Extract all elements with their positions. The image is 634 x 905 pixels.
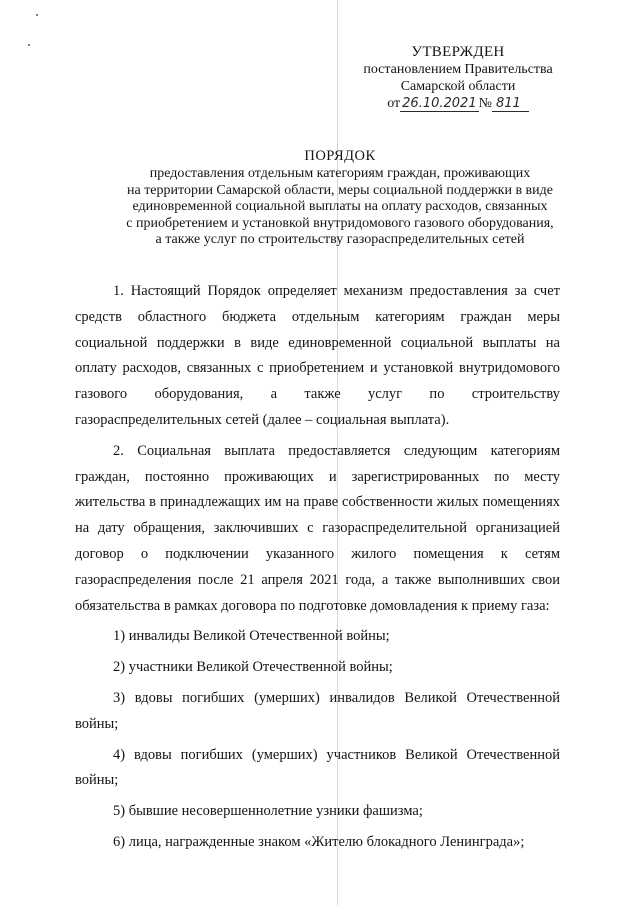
approval-heading: УТВЕРЖДЕН: [411, 44, 505, 60]
list-item: 4) вдовы погибших (умерших) участников Великой Отечественной войны;: [75, 746, 560, 789]
scan-speck: [28, 44, 30, 46]
scan-speck: [36, 14, 38, 16]
list-item: 3) вдовы погибших (умерших) инвалидов Великой Отечественной войны;: [75, 689, 560, 732]
approval-block: [340, 44, 576, 112]
from-label: от: [387, 96, 401, 111]
paragraph: 1. Настоящий Порядок определяет механизм предоставления за счет средств областного бюджета отдельным категориям граждан меры социальной поддержки в виде единовременной социальной выплаты на оплату расходов, связанных с приобретением и установкой внутридомового газового оборудования, а также услуг по строительству газораспределительных сетей (далее – социальная выплата).: [75, 283, 560, 428]
document-body: [75, 279, 560, 856]
list-item: 6) лица, награжденные знаком «Жителю блокадного Ленинграда»;: [113, 833, 525, 850]
approval-line: Самарской области: [400, 79, 516, 94]
approval-date-number-line: [387, 95, 529, 112]
handwritten-number: 811: [492, 96, 529, 112]
approval-line: постановлением Правительства: [363, 62, 553, 77]
handwritten-date: 26.10.2021: [402, 96, 477, 111]
subtitle-line: на территории Самарской области, меры социальной поддержки в виде: [126, 182, 553, 198]
subtitle-line: с приобретением и установкой внутридомового газового оборудования,: [126, 215, 554, 231]
document-title: ПОРЯДОК: [304, 148, 376, 164]
list-item: 5) бывшие несовершеннолетние узники фашизма;: [113, 803, 423, 820]
list-item: 2) участники Великой Отечественной войны;: [113, 659, 393, 676]
subtitle-line: единовременной социальной выплаты на оплату расходов, связанных: [132, 199, 548, 214]
subtitle-line: а также услуг по строительству газораспределительных сетей: [155, 232, 525, 247]
document-subtitle: [60, 166, 620, 249]
paragraph: 2. Социальная выплата предоставляется следующим категориям граждан, постоянно проживающих и зарегистрированных по месту жительства в принадлежащих им на праве собственности жилых помещениях на дату обращения, заключивших с газораспределительной организацией договор о подключении указанного жилого помещения к сетям газораспределения после 21 апреля 2021 года, а также выполнивших свои обязательства в рамках договора по подготовке домовладения к приему газа:: [75, 442, 560, 614]
subtitle-line: предоставления отдельным категориям граждан, проживающих: [149, 166, 531, 181]
list-item: 1) инвалиды Великой Отечественной войны;: [113, 628, 390, 645]
number-label: №: [478, 96, 492, 111]
